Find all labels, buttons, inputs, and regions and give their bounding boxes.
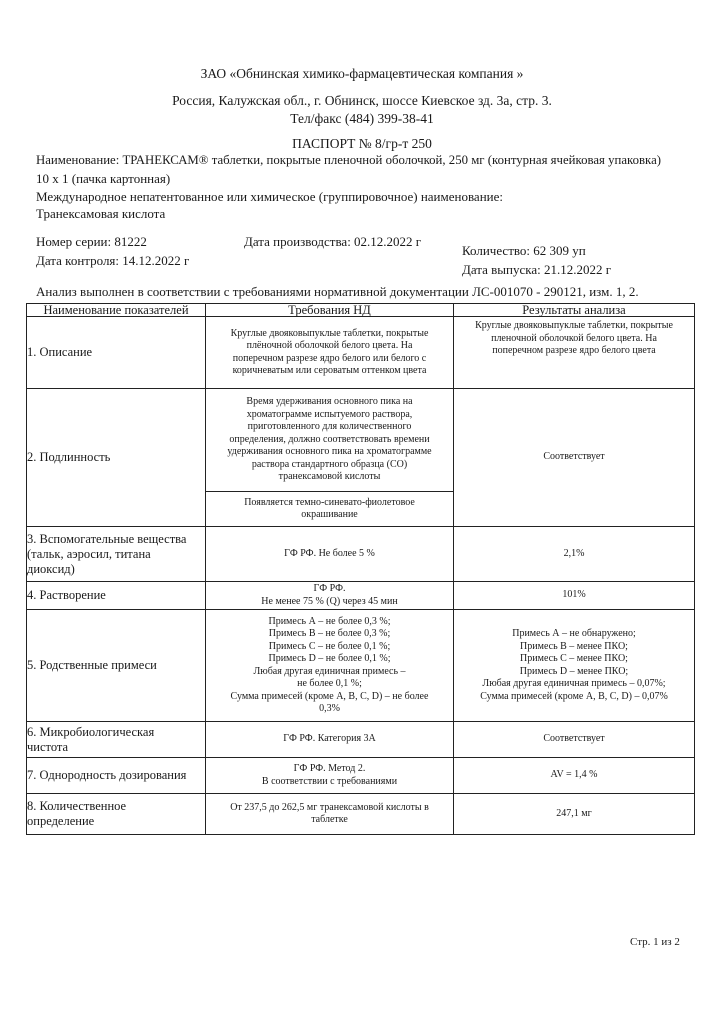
- row-result: Соответствует: [454, 722, 695, 758]
- row-name: 7. Однородность дозирования: [27, 758, 206, 794]
- inn-label: Международное непатентованное или химическое (группировочное) наименование:: [36, 189, 503, 204]
- column-header-results: Результаты анализа: [454, 304, 695, 317]
- company-address: Россия, Калужская обл., г. Обнинск, шоссе Киевское зд. 3а, стр. 3.: [172, 93, 552, 108]
- product-name-line1: Наименование: ТРАНЕКСАМ® таблетки, покрытые пленочной оболочкой, 250 мг (контурная ячейковая упаковка): [36, 153, 662, 167]
- table-row: [27, 582, 695, 610]
- row-name: 8. Количественное определение: [27, 794, 206, 835]
- analysis-table: [26, 303, 695, 835]
- row-requirement-main: Время удерживания основного пика на хроматограмме испытуемого раствора, приготовленного для количественного определения, должно соответствовать времени удерживания основного пика на хроматограмме раствора стандартного образца (СО) транексамовой кислоты: [206, 389, 453, 492]
- row-name: 1. Описание: [27, 317, 206, 389]
- row-result: 2,1%: [454, 527, 695, 582]
- table-row: [27, 722, 695, 758]
- row-requirement: Примесь А – не более 0,3 %; Примесь В – не более 0,3 %; Примесь С – не более 0,1 %; Примесь D – не более 0,1 %; Любая другая единичная примесь – не более 0,1 %; Сумма примесей (кроме А, В, С, D) – не более 0,3%: [206, 610, 454, 722]
- row-requirement: От 237,5 до 262,5 мг транексамовой кислоты в таблетке: [206, 794, 454, 835]
- row-name: 5. Родственные примеси: [27, 610, 206, 722]
- row-requirement: ГФ РФ. Категория 3А: [206, 722, 454, 758]
- page-number: Стр. 1 из 2: [630, 936, 680, 948]
- production-date: Дата производства: 02.12.2022 г: [244, 234, 422, 249]
- row-requirement: [206, 389, 454, 527]
- passport-title: ПАСПОРТ № 8/гр-т 250: [292, 136, 432, 151]
- control-date: Дата контроля: 14.12.2022 г: [36, 253, 190, 268]
- row-name: 2. Подлинность: [27, 389, 206, 527]
- product-name-line2: 10 х 1 (пачка картонная): [36, 171, 171, 186]
- column-header-requirements: Требования НД: [206, 304, 454, 317]
- table-header-row: [27, 304, 695, 317]
- table-row: [27, 389, 695, 527]
- inn-value: Транексамовая кислота: [36, 206, 166, 221]
- row-result: 101%: [454, 582, 695, 610]
- table-row: [27, 610, 695, 722]
- table-row: [27, 758, 695, 794]
- quantity: Количество: 62 309 уп: [462, 243, 586, 258]
- row-requirement: ГФ РФ. Не менее 75 % (Q) через 45 мин: [206, 582, 454, 610]
- row-name: 3. Вспомогательные вещества (тальк, аэросил, титана диоксид): [27, 527, 206, 582]
- analysis-note: Анализ выполнен в соответствии с требованиями нормативной документации ЛС-001070 - 290121, изм. 1, 2.: [36, 284, 639, 299]
- release-date: Дата выпуска: 21.12.2022 г: [462, 262, 612, 277]
- table-row: [27, 317, 695, 389]
- row-name: 6. Микробиологическая чистота: [27, 722, 206, 758]
- row-result: Соответствует: [454, 389, 695, 527]
- row-requirement: ГФ РФ. Метод 2. В соответствии с требованиями: [206, 758, 454, 794]
- row-result: AV = 1,4 %: [454, 758, 695, 794]
- row-requirement: ГФ РФ. Не более 5 %: [206, 527, 454, 582]
- company-name: ЗАО «Обнинская химико-фармацевтическая компания »: [200, 66, 524, 81]
- row-requirement-secondary: Появляется темно-синевато-фиолетовое окрашивание: [244, 496, 415, 520]
- row-result: Примесь А – не обнаружено; Примесь В – менее ПКО; Примесь С – менее ПКО; Примесь D – менее ПКО; Любая другая единичная примесь – 0,07%; Сумма примесей (кроме А, В, С, D) – 0,07%: [454, 610, 695, 722]
- table-row: [27, 527, 695, 582]
- row-requirement: Круглые двояковыпуклые таблетки, покрытые плёночной оболочкой белого цвета. На поперечном разрезе ядро белого или белого с коричневатым или сероватым оттенком цвета: [206, 317, 454, 389]
- row-result: Круглые двояковыпуклые таблетки, покрытые пленочной оболочкой белого цвета. На поперечном разрезе ядро белого цвета: [454, 317, 695, 389]
- series-number: Номер серии: 81222: [36, 234, 147, 249]
- table-row: [27, 794, 695, 835]
- row-result: 247,1 мг: [454, 794, 695, 835]
- column-header-indicator: Наименование показателей: [27, 304, 206, 317]
- row-name: 4. Растворение: [27, 582, 206, 610]
- company-phone: Тел/факс (484) 399-38-41: [290, 111, 434, 126]
